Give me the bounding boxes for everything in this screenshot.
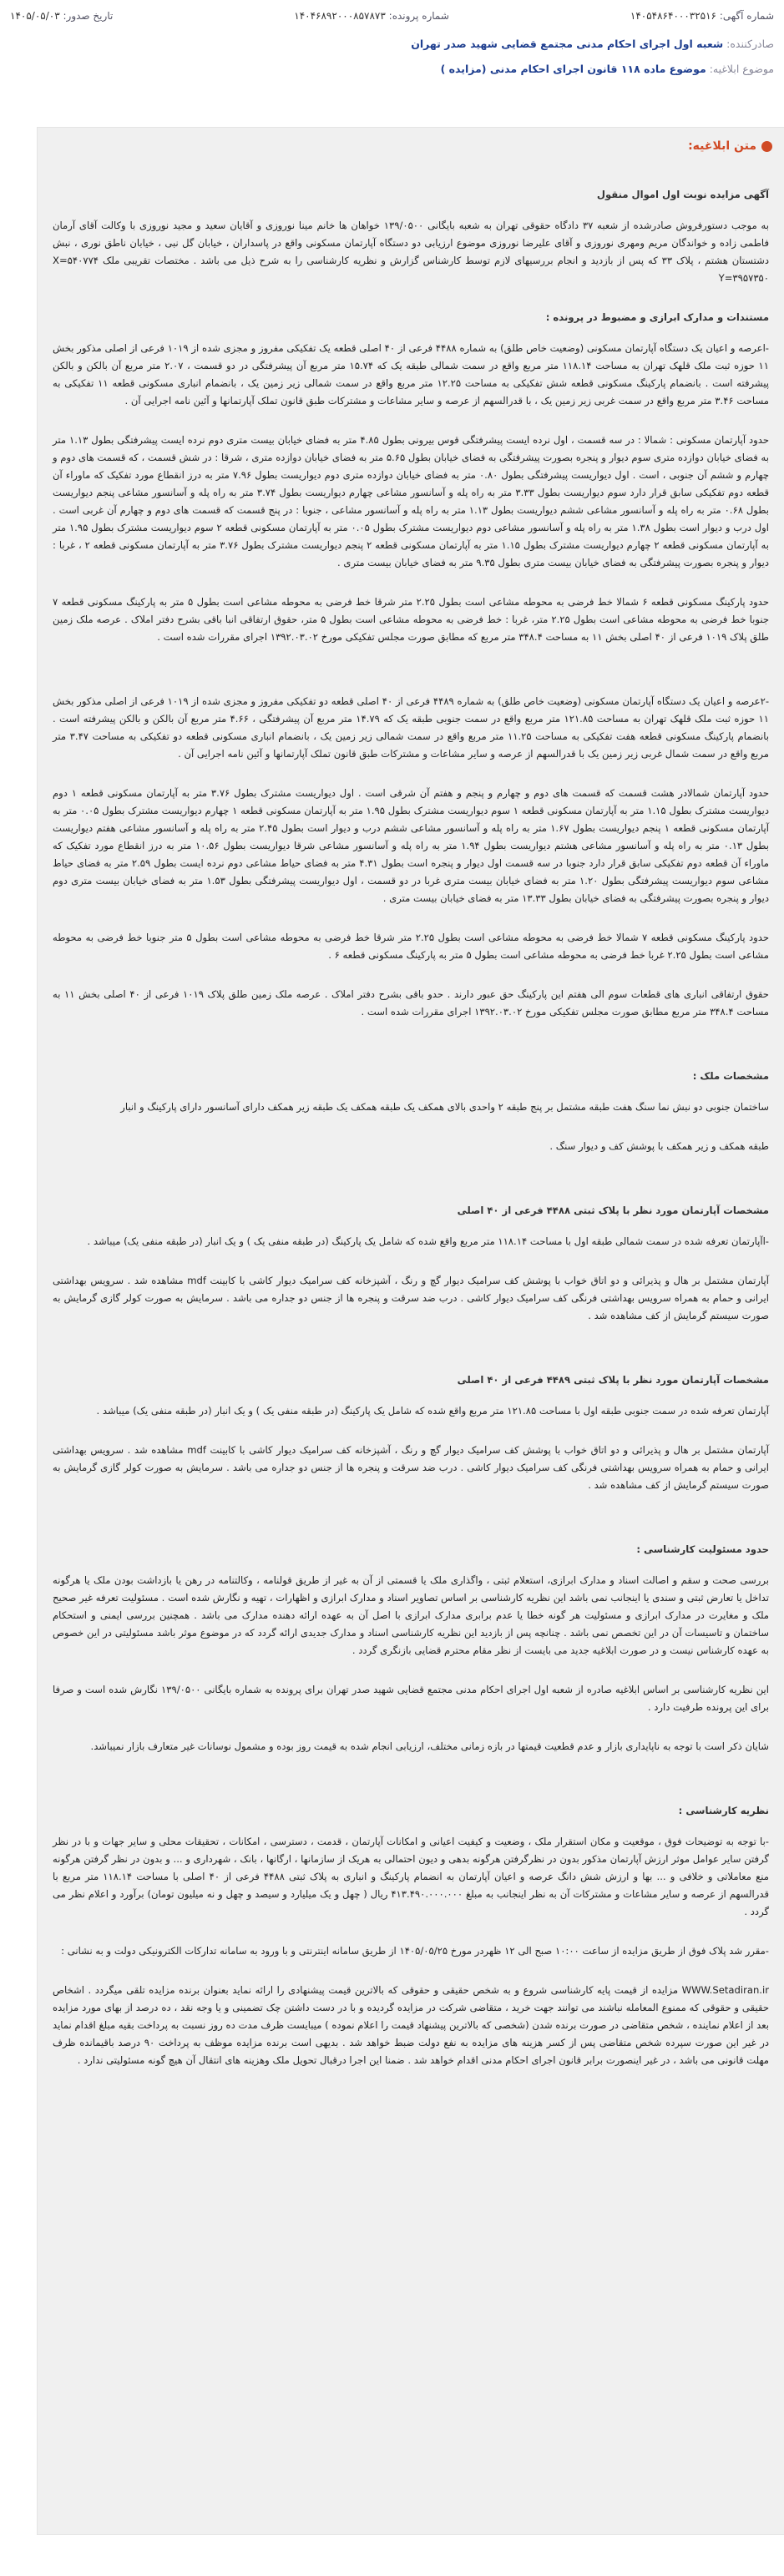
body-paragraph: -اعرصه و اعیان یک دستگاه آپارتمان مسکونی (وضعیت خاص طلق) به شماره ۴۴۸۸ فرعی از ۴۰ اصلی قطعه یک تفکیکی مفروز و مجزی شده از ۱۰۱۹ فرعی از اصلی مذکور بخش ۱۱ حوزه ثبت ملک قلهک تهران به مساحت ۱۱۸.۱۴ متر مربع واقع در سمت شمالی طبقه یک که ۱۵.۷۴ متر مربع آن پیشرفتگی در دو قسمت ، ۲.۰۷ متر مربع آن بالکن و بالکن پیشرفته است . بانضمام پارکینگ مسکونی قطعه شش تفکیکی به مساحت ۱۲.۲۵ متر مربع واقع در سمت شمالی زیر زمین یک ، بانضمام انباری مسکونی قطعه ۱۱ تفکیکی به مساحت ۳.۴۶ متر مربع واقع در سمت غربی زیر زمین یک ، با قدرالسهم از عرصه و سایر مشاعات و مشترکات طبق قانون تملک آپارتمانها و آئین نامه اجرایی آن . — [53, 342, 769, 407]
body-subheading: نظریه کارشناسی : — [678, 1805, 769, 1816]
body-paragraph: حدود آپارتمان مسکونی : شمالا : در سه قسمت ، اول نرده ایست پیشرفتگی قوس بیرونی بطول ۴.۸۵ متر به فضای خیابان بیست متری دوم نرده ایست پیشرفتگی بطول ۱.۱۳ متر به فضای خیابان دوازده متری سوم دیوار و پنجره بصورت پیشرفتگی به فضای خیابان بطول ۵.۶۵ متر به فضای خیابان دوازده متری ، شرقا : در شش قسمت ، که قسمت های دوم و چهارم و ششم آن جنوبی ، است . اول دیواریست پیشرفتگی بطول ۰.۸۰ متر به فضای خیابان دوازده متری دوم دیواریست بطول ۷.۹۶ متر به درز انقطاع مورد تفکیک که ماوراء آن قطعه دوم تفکیکی سابق قرار دارد سوم دیواریست بطول ۳.۳۳ متر به راه پله و آسانسور مشاعی چهارم دیواریست بطول ۳.۷۴ متر به راه پله و آسانسور مشاعی پنجم دیواریست بطول ۰.۶۸ متر به راه پله و آسانسور مشاعی ششم دیواریست بطول ۱.۱۳ متر به راه پله و آسانسور مشاعی ، جنوبا : در پنج قسمت که قسمت های دوم و چهارم آن غربی است . اول درب و دیوار است بطول ۱.۳۸ متر به راه پله و آسانسور مشاعی دوم دیواریست مشترک بطول ۰.۰۵ متر به آپارتمان مسکونی قطعه ۲ سوم دیواریست مشترک بطول ۱.۹۵ متر به آپارتمان مسکونی قطعه ۲ چهارم دیواریست مشترک بطول ۱.۱۵ متر به آپارتمان مسکونی قطعه ۲ پنجم دیواریست مشترک بطول ۳.۷۶ متر به آپارتمان مسکونی قطعه ۲ ، غربا : دیوار و پنجره بصورت پیشرفتگی به فضای خیابان بیست متری بطول ۹.۳۵ متر به فضای خیابان بیست متری . — [53, 434, 770, 568]
body-subheading: مشخصات آپارتمان مورد نظر با پلاک ثبتی ۴۴۸۸ فرعی از ۴۰ اصلی — [457, 1205, 769, 1216]
body-subheading: مشخصات آپارتمان مورد نظر با پلاک ثبتی ۴۴۸۹ فرعی از ۴۰ اصلی — [457, 1374, 769, 1386]
body-paragraph: حدود پارکینگ مسکونی قطعه ۶ شمالا خط فرضی به محوطه مشاعی است بطول ۲.۲۵ متر شرقا خط فرضی به محوطه مشاعی است بطول ۵ متر به پارکینگ مسکونی قطعه ۷ جنوبا خط فرضی به محوطه مشاعی است بطول ۲.۲۵ متر، غربا : خط فرضی به محوطه مشاعی است بطول ۵ متر، حقوق ارتفاقی انبا باقی بشرح دفتر املاک . عرصه ملک زمین طلق پلاک ۱۰۱۹ فرعی از ۴۰ اصلی بخش ۱۱ به مساحت ۳۴۸.۴ متر مربع که مطابق صورت مجلس تفکیکی مورخ ۱۳۹۲.۰۳.۰۲ اجرای مقررات شده است . — [53, 596, 770, 643]
header-bar — [0, 0, 784, 32]
section-title: متن ابلاغیه: — [38, 128, 784, 164]
issuer-row: صادرکننده: شعبه اول اجرای احکام مدنی مجتمع قضایی شهید صدر تهران — [411, 38, 774, 50]
notice-text — [53, 186, 769, 2091]
body-paragraph: WWW.Setadiran.ir مزایده از قیمت پایه کارشناسی شروع و به شخص حقیقی و حقوقی که بالاترین قیمت پیشنهادی را ارائه نماید بعنوان برنده مزایده تلقی میگردد . اشخاص حقیقی و حقوقی که ممنوع المعامله نباشند می توانند جهت خرید ، متقاضی شرکت در مزایده گردیده و با در دست داشتن چک تضمینی و یا وجه نقد ، ده درصد از بهای مورد مزایده بعد از اعلام نماینده ، شخص متقاضی در صورت برنده شدن (شخصی که بالاترین پیشنهاد قیمت را اعلام نموده ) میبایست ظرف مدت ده روز نسبت به پرداخت بقیه مبلغ اقدام نماید در غیر این صورت سپرده شخص متقاضی پس از کسر هزینه های مزایده به نفع دولت ضبط خواهد شد . بدیهی است برنده مزایده موظف به پرداخت ۹۰ درصد باقیمانده ظرف مهلت قانونی می باشد ، در غیر اینصورت برابر قانون اجرای احکام مدنی اقدام خواهد شد . ضمنا این اجرا درقبال تحویل ملک وهزینه های انتقال آن هیچ گونه مسئولیتی ندارد . — [53, 1984, 769, 2066]
body-paragraph: این نظریه کارشناسی بر اساس ابلاغیه صادره از شعبه اول اجرای احکام مدنی مجتمع قضایی شهید صدر تهران برای پرونده به شماره بایگانی ۱۳۹/۰۵۰۰ نگارش شده است و صرفا برای این پرونده طرفیت دارد . — [53, 1684, 769, 1713]
body-paragraph: حدود پارکینگ مسکونی قطعه ۷ شمالا خط فرضی به محوطه مشاعی است بطول ۲.۲۵ متر شرقا خط فرضی به محوطه مشاعی است بطول ۵ متر جنوبا خط فرضی به محوطه مشاعی است بطول ۲.۲۵ غربا خط فرضی به محوطه مشاعی است بطول ۵ متر به پارکینگ مسکونی قطعه ۶ . — [53, 932, 770, 961]
body-paragraph: -۲عرصه و اعیان یک دستگاه آپارتمان مسکونی (وضعیت خاص طلق) به شماره ۴۴۸۹ فرعی از ۴۰ اصلی قطعه دو تفکیکی مفروز و مجزی شده از ۱۰۱۹ فرعی از اصلی مذکور بخش ۱۱ حوزه ثبت ملک قلهک تهران به مساحت ۱۲۱.۸۵ متر مربع واقع در سمت جنوبی طبقه یک که ۱۴.۷۹ متر مربع آن پیشرفتگی ، ۴.۶۶ متر مربع آن بالکن و بالکن پیشرفته است . بانضمام پارکینگ مسکونی قطعه هفت تفکیکی به مساحت ۱۱.۲۵ متر مربع واقع در سمت شمالی زیر زمین یک ، بانضمام انباری مسکونی قطعه دو تفکیکی به مساحت ۳.۴۷ متر مربع واقع در سمت شمال غربی زیر زمین یک با قدرالسهم از عرصه و سایر مشاعات و مشترکات طبق قانون تملک آپارتمانها و آئین نامه اجرایی آن . — [53, 695, 770, 760]
body-paragraph: آپارتمان مشتمل بر هال و پذیرائی و دو اتاق خواب با پوشش کف سرامیک دیوار گچ و رنگ ، آشپزخانه کف سرامیک دیوار کاشی با کابینت mdf مشاهده شد . سرویس بهداشتی ایرانی و حمام به همراه سرویس بهداشتی فرنگی کف سرامیک دیوار کاشی . درب ضد سرقت و پنجره ها از جنس دو جداره می باشد . سرمایش به صورت کولر گازی گرمایش به صورت سیستم گرمایش از کف مشاهده شد . — [53, 1275, 769, 1321]
bullet-icon — [761, 141, 772, 152]
body-subheading: مستندات و مدارک ابرازی و مضبوط در پرونده : — [545, 311, 769, 323]
body-paragraph: بررسی صحت و سقم و اصالت اسناد و مدارک ابرازی، استعلام ثبتی ، واگذاری ملک یا قسمتی از آن به غیر از طریق قولنامه ، وکالتنامه در رهن یا بازداشت بودن ملک یا هرگونه تداخل یا تعارض ثبتی و سندی یا اینجانب نمی باشد این نظریه کارشناسی بر اساس تصاویر اسناد و مدارک ابرازی و اظهارات ، تهیه و نگارش شده است . مسئولیت تعرفه غیر صحیح ملک و مغایرت در مدارک ابرازی و مسئولیت هر گونه خطا یا عدم برابری مدارک ابرازی با اصل آن به عهده ارائه دهنده مدارک می باشد . همچنین بررسی ایمنی و استحکام ساختمان و تاسیسات آن در این تخصص نمی باشد . چنانچه پس از بازدید این نظریه کارشناسی اسناد و مدارک جدیدی ارائه گردد که در موضوع موثر باشد مسئولیتی در این خصوص به عهده کارشناس نیست و در صورت ابلاغیه جدید می بایست از نظر مقام محترم قضایی بازنگری گردد . — [53, 1574, 769, 1656]
body-heading: آگهی مزایده نوبت اول اموال منقول — [596, 189, 769, 200]
body-paragraph: آپارتمان مشتمل بر هال و پذیرائی و دو اتاق خواب با پوشش کف سرامیک دیوار گچ و رنگ ، آشپزخانه کف سرامیک دیوار کاشی با کابینت mdf مشاهده شد . سرویس بهداشتی ایرانی و حمام به همراه سرویس بهداشتی فرنگی کف سرامیک دیوار کاشی . درب ضد سرقت و پنجره ها از جنس دو جداره می باشد . سرمایش به صورت کولر گازی گرمایش به صورت سیستم گرمایش از کف مشاهده شد . — [53, 1444, 769, 1491]
body-paragraph: حقوق ارتفاقی انباری های قطعات سوم الی هفتم این پارکینگ حق عبور دارند . حدو باقی بشرح دفتر املاک . عرصه ملک زمین طلق پلاک ۱۰۱۹ فرعی از ۴۰ اصلی بخش ۱۱ به مساحت ۳۴۸.۴ متر مربع مطابق صورت مجلس تفکیکی مورخ ۱۳۹۲.۰۳.۰۲ اجرای مقررات شده است . — [53, 988, 769, 1018]
body-paragraph: ساختمان جنوبی دو نبش نما سنگ هفت طبقه مشتمل بر پنج طبقه ۲ واحدی بالای همکف یک طبقه همکف یک طبقه زیر همکف دارای آسانسور دارای پارکینگ و انبار — [120, 1101, 769, 1113]
issue-date: تاریخ صدور: ۱۴۰۵/۰۵/۰۳ — [10, 10, 114, 22]
body-paragraph: حدود آپارتمان شمالادر هشت قسمت که قسمت های دوم و چهارم و پنجم و هفتم آن شرقی است . اول دیواریست مشترک بطول ۳.۷۶ متر به آپارتمان مسکونی قطعه ۱ دوم دیواریست مشترک بطول ۱.۱۵ متر به آپارتمان مسکونی قطعه ۱ سوم دیواریست مشترک بطول ۱.۹۵ متر به آپارتمان مسکونی قطعه ۱ چهارم دیواریست مشترک بطول ۰.۰۵ متر به آپارتمان مسکونی قطعه ۱ پنجم دیواریست بطول ۱.۶۷ متر به راه پله و آسانسور مشاعی ششم درب و دیوار است بطول ۲.۴۵ متر به راه پله و آسانسور مشاعی هفتم دیواریست بطول ۰.۱۳ متر به راه پله و آسانسور مشاعی هشتم دیواریست بطول ۱.۹۴ متر به راه پله و آسانسور مشاعی شرقا دیواریست بطول ۱۰.۵۶ متر به درز انقطاع مورد تفکیک که ماوراء آن قطعه دوم تفکیکی سابق قرار دارد جنوبا در سه قسمت اول دیوار و پنجره است بطول ۴.۳۱ متر به فضای حیاط مشاعی دوم نرده ایست بطول ۲.۵۹ متر به فضای حیاط مشاعی سوم دیواریست پیشرفتگی بطول ۱.۲۰ متر به فضای خیابان بیست متری غربا در دو قسمت ، اول دیواریست پیشرفتگی بطول ۱.۵۳ متر به فضای خیابان بیست متری دوم دیوار و پنجره بصورت پیشرفتگی به فضای خیابان بطول ۱۳.۳۳ متر به فضای خیابان بیست متری . — [53, 787, 770, 904]
body-subheading: حدود مسئولیت کارشناسی : — [636, 1543, 769, 1555]
body-paragraph: -اآپارتمان تعرفه شده در سمت شمالی طبقه اول با مساحت ۱۱۸.۱۴ متر مربع واقع شده که شامل یک پارکینگ (در طبقه منفی یک ) و یک انبار (در طبقه منفی یک) میباشد . — [87, 1235, 769, 1247]
body-paragraph: آپارتمان تعرفه شده در سمت جنوبی طبقه اول با مساحت ۱۲۱.۸۵ متر مربع واقع شده که شامل یک پارکینگ (در طبقه منفی یک ) و یک انبار (در طبقه منفی یک) میباشد . — [96, 1405, 769, 1417]
body-subheading: مشخصات ملک : — [692, 1070, 769, 1082]
issuer-value: شعبه اول اجرای احکام مدنی مجتمع قضایی شهید صدر تهران — [411, 38, 724, 50]
notice-meta — [0, 32, 784, 82]
body-paragraph: طبقه همکف و زیر همکف با پوشش کف و دیوار سنگ . — [549, 1140, 769, 1152]
body-paragraph: -با توجه به توضیحات فوق ، موقعیت و مکان استقرار ملک ، وضعیت و کیفیت اعیانی و امکانات آپارتمان ، قدمت ، دسترسی ، امکانات ، تحقیقات محلی و سایر جهات و با در نظر گرفتن سایر عوامل موثر ارزش آپارتمان مذکور بدون در نظرگرفتن هرگونه بدهی و دیون احتمالی به هریک از سازمانها ، ارگانها ، بانک ، شهرداری و ... و بدون در نظر گرفتن هرگونه منع معاملاتی و خلافی و ... بها و ارزش شش دانگ عرصه و اعیان آپارتمان به انضمام پارکینگ و انباری به پلاک ثبتی ۴۴۸۸ فرعی از ۴۰ اصلی با مساحت ۱۱۸.۱۴ متر مربع با قدرالسهم از عرصه و سایر مشاعات و مشترکات آن به نظر اینجانب به مبلغ ۴۱۳.۴۹۰.۰۰۰.۰۰۰ ریال ( چهل و یک میلیارد و سیصد و چهل و نه میلیون تومان) برآورد و اعلام نظر می گردد . — [53, 1836, 769, 1917]
body-paragraph: به موجب دستورفروش صادرشده از شعبه ۳۷ دادگاه حقوقی تهران به شعبه بایگانی ۱۳۹/۰۵۰۰ خواهان ها خانم مینا نوروزی و آقایان سعید و مجید نوروزی با وکالت آقای آرمان فاطمی زاده و خواندگان مریم ومهری نوروزی و آقای علیرضا نوروزی موضوع ارزیابی دو دستگاه آپارتمان مسکونی واقع در پاسداران ، خیابان گل نبی ، خیابان ناطق نوری ، نبش دشتستان هشتم ، پلاک ۳۳ که پس از بازدید و انجام بررسیهای لازم توسط کارشناس گزارش و نظریه کارشناسی را به شرح ذیل می باشد . مختصات تقریبی ملک X=۵۴۰۷۷۴ Y=۳۹۵۷۳۵۰ — [53, 220, 769, 284]
notice-body-panel — [37, 127, 784, 2535]
body-paragraph: شایان ذکر است با توجه به ناپایداری بازار و عدم قطعیت قیمتها در بازه زمانی مختلف، ارزیابی انجام شده به قیمت روز بوده و مشمول نوسانات غیر متعارف بازار نمیباشد. — [90, 1740, 769, 1752]
ad-number: شماره آگهی: ۱۴۰۵۴۸۶۴۰۰۰۳۲۵۱۶ — [630, 10, 774, 22]
subject-value: موضوع ماده ۱۱۸ قانون اجرای احکام مدنی (مزایده ) — [440, 63, 706, 75]
case-number: شماره پرونده: ۱۴۰۴۶۸۹۲۰۰۰۸۵۷۸۷۳ — [294, 10, 449, 22]
body-paragraph: -مقرر شد پلاک فوق از طریق مزایده از ساعت ۱۰:۰۰ صبح الی ۱۲ ظهردر مورخ ۱۴۰۵/۰۵/۲۵ از طریق سامانه اینترنتی و با ورود به سامانه تدارکات الکترونیکی دولت و به نشانی : — [61, 1945, 769, 1957]
subject-row: موضوع ابلاغیه: موضوع ماده ۱۱۸ قانون اجرای احکام مدنی (مزایده ) — [440, 63, 774, 75]
